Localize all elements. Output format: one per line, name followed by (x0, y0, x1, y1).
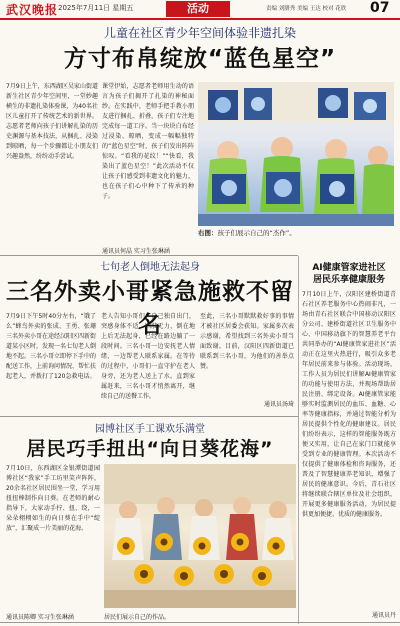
tie-dye-children-photo (198, 82, 394, 226)
article4-body: 7月10日上午，汉阳区建桥街道青石社区养老服务中心热闹非凡，一场由青石社区联合中国移动汉阳区分公司、建桥街道社区卫生服务中心、中国移动旗下的智慧养老平台共同举办的“AI健康管家进社区”活动正在这里火热进行，吸引众多老年居民前来参与体验。活动现场，工作人员为居民们讲解AI健康管家的功能与使用方法，并现场帮助居民注册、绑定设备。AI健康管家能够实时监测居民的血压、血糖、心率等健康指标，并通过智能分析为居民提供个性化的健康建议。居民们纷纷表示，这样的智能服务既方便又实用，让自己在家门口就能享受到专业的健康管理。本次活动不仅提供了健康体检和咨询服务，还普及了智慧健康养老知识，增强了居民的健康意识。今后，青石社区将继续联合辖区单位及社会组织，开展更多健康服务活动，为居民提供更加便捷、优质的健康服务。 (302, 291, 396, 518)
article3-photo (104, 464, 296, 608)
article1-headline: 方寸布帛绽放“蓝色星空” (63, 46, 337, 72)
editor-credits: 责编 刘腊秀 美编 王达 校对 花欣 (266, 6, 347, 12)
article2-subhead: 七旬老人倒地无法起身 (100, 262, 200, 273)
sunflower-craft-photo (104, 464, 296, 608)
article4-heading-line2: 居民乐享健康服务 (312, 275, 385, 285)
article3-caption: 居民们展示自己的作品。 (104, 614, 171, 621)
page-header (0, 0, 400, 18)
article2-column-2: 老人告知小哥们，自己独自出门，突感身体不适、四肢无力，倒在地上后无法起身，已经在路边躺了一段时间。三名小哥一边安抚老人情绪，一边帮老人联系家属。在等待的过程中，小哥们一直守护在老人身旁，还为老人送上了水。直到家属赶来，三名小哥才悄然离开，继续自己的送餐工作。 (101, 313, 195, 400)
article4-heading-line1: AI健康管家进社区 (312, 263, 386, 273)
caption-label: 右图： (198, 229, 218, 237)
article2-column-3: 至此，三名小哥默默救好事的事情才被社区居委会获知。家属多次表示感谢，希望找到三名外卖小哥当面致谢。目前，汉阳区四新街道已联系到三名小哥，为他们的善举点赞。 (200, 313, 294, 370)
masthead: 武汉晚报 (6, 3, 59, 17)
article3-credit: 通讯员陈卿 实习生张琳涵 (6, 614, 74, 621)
caption-text: 孩子们展示自己的“杰作”。 (217, 229, 296, 237)
page-number: 07 (370, 0, 390, 16)
article2-column-1: 7月9日下午5时40分左右，“饿了么”蜂鸟外卖的张成、王勇、张珊三名外卖小哥在途经汉阳区四新街道某小区时，发现一名七旬老人倒地不起。三名小哥立即停下手中的配送工作，上前询问情况、帮忙扶起老人，并拨打了120急救电话。 (6, 313, 96, 380)
article1-photo (198, 82, 394, 226)
issue-date: 2025年7月11日 星期五 (58, 4, 134, 12)
bottom-divider (0, 622, 400, 623)
article1-credit: 通讯员何晶 实习生张琳涵 (102, 248, 170, 255)
section-divider (0, 255, 298, 256)
article3-subhead: 园博社区手工课欢乐满堂 (95, 424, 205, 435)
header-divider (0, 18, 400, 20)
article1-column-2: 课堂伊始，志愿者老师用生动的语言为孩子们揭开了扎染的神秘面纱。在实践中，老师手把手教小朋友进行捆扎、折叠，孩子们专注地完成每一道工序。当一块块白布经过浸染、晾晒，变成一幅幅独特的“蓝色星空”时，孩子们发出阵阵惊叹。“看我的花纹！”“快看，我染出了蓝色星空！”此次活动不仅让孩子们感受到非遗文化的魅力，也在孩子们心中种下了传承的种子。 (102, 83, 194, 200)
article1-column-1: 7月9日上午，东西湖区吴家山街道新生社区青少年空间里，一堂妙趣横生的非遗扎染体验课，为40名社区儿童打开了传统艺术的新世界。志愿者老师向孩子们讲解扎染的历史渊源与基本技法，从捆扎、浸染到晾晒，每一个步骤都让小朋友们兴趣盎然，纷纷动手尝试。 (6, 83, 98, 160)
article1-subhead: 儿童在社区青少年空间体验非遗扎染 (103, 26, 296, 40)
article2-headline: 三名外卖小哥紧急施救不留名 (6, 279, 294, 338)
article3-column-1: 7月10日，东西湖区金银潭街道园博社区“我家”手工坊里笑声阵阵，20余名社区居民围坐一堂，学习用扭扭棒制作向日葵。在老师的耐心指导下，大家动手拧、扭、绕，一朵朵栩栩如生的向日葵在手中“绽放”，汇聚成一片美丽的花海。 (6, 465, 100, 532)
article2-credit: 通讯员汤琦 (263, 401, 294, 408)
article4-credit: 通讯员丹 (371, 612, 396, 619)
article1-caption (198, 228, 394, 238)
article3-headline: 居民巧手扭出“向日葵花海” (26, 438, 274, 460)
article4-heading (302, 262, 396, 286)
section-tag: 活动 (166, 1, 230, 17)
section-divider (0, 416, 298, 417)
